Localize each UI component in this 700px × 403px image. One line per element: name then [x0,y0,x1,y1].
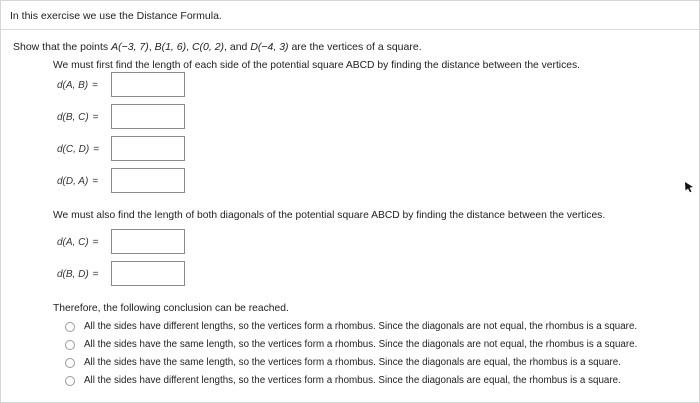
diag-label-ac: d(A, C) = [57,237,99,248]
answer-input-cd[interactable] [111,136,185,161]
answer-input-ac[interactable] [111,229,185,254]
option-2[interactable] [65,339,695,355]
diag-row-bd [57,261,197,289]
diag-row-ac [57,229,197,257]
mouse-pointer-icon [683,181,695,193]
option-text: All the sides have the same length, so the vertices form a rhombus. Since the diagonals are equal, the rhombus is a square. [84,357,621,368]
side-row-bc [57,104,197,132]
radio-button[interactable] [65,340,75,350]
answer-input-da[interactable] [111,168,185,193]
option-4[interactable] [65,375,695,391]
option-3[interactable] [65,357,695,373]
diag-label-bd: d(B, D) = [57,269,99,280]
conclusion-prompt: Therefore, the following conclusion can be reached. [53,303,289,314]
separator: , [148,41,155,53]
separator-and: , and [224,41,251,53]
side-row-da [57,168,197,196]
side-label-ab: d(A, B) = [57,80,98,91]
side-row-ab [57,72,197,100]
point-d: D(−4, 3) [250,41,289,53]
sides-instruction: We must first find the length of each side of the potential square ABCD by finding the distance between the vertices. [53,60,580,71]
point-a: A(−3, 7) [111,41,149,53]
radio-button[interactable] [65,322,75,332]
divider [1,29,700,30]
diagonals-instruction: We must also find the length of both diagonals of the potential square ABCD by finding the distance between the vertices. [53,210,606,221]
problem-statement [13,41,422,53]
problem-prefix: Show that the points [13,41,112,53]
separator: , [186,41,192,53]
side-label-bc: d(B, C) = [57,112,99,123]
option-text: All the sides have the same length, so the vertices form a rhombus. Since the diagonals are not equal, the rhombus is a square. [84,339,638,350]
problem-suffix: are the vertices of a square. [288,41,422,53]
answer-input-ab[interactable] [111,72,185,97]
answer-input-bc[interactable] [111,104,185,129]
point-c: C(0, 2) [191,41,225,53]
option-text: All the sides have different lengths, so the vertices form a rhombus. Since the diagonals are not equal, the rhombus is a square. [84,321,638,332]
side-label-cd: d(C, D) = [57,144,100,155]
radio-button[interactable] [65,358,75,368]
radio-button[interactable] [65,376,75,386]
option-text: All the sides have different lengths, so the vertices form a rhombus. Since the diagonals are equal, the rhombus is a square. [84,375,621,386]
option-1[interactable] [65,321,695,337]
point-b: B(1, 6) [154,41,187,53]
side-row-cd [57,136,197,164]
answer-input-bd[interactable] [111,261,185,286]
side-label-da: d(D, A) = [57,176,99,187]
intro-text: In this exercise we use the Distance Formula. [10,10,222,22]
